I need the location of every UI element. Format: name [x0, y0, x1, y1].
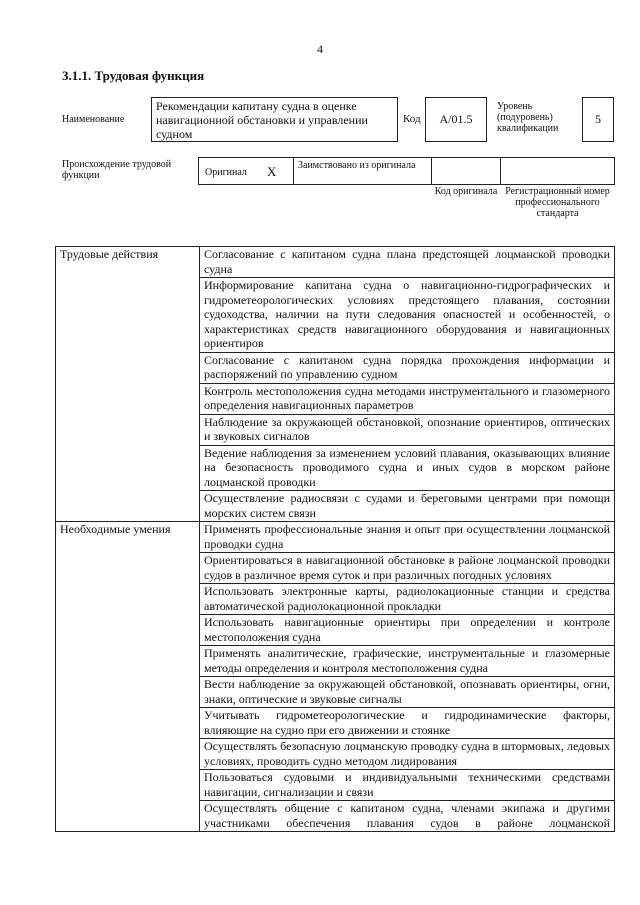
origin-table: [198, 157, 615, 185]
list-item: Информирование капитана судна о навигационно-гидрографических и гидрометеорологических условиях предстоящего плавания, состоянии судоходства, наличии на пути следования опасностей и особенностей, о характеристиках средств навигационного оборудования и навигационных ориентиров: [200, 278, 615, 353]
list-item: Вести наблюдение за окружающей обстановкой, опознавать ориентиры, огни, знаки, оптические и звуковые сигналы: [200, 677, 615, 708]
qualification-level-box: 5: [582, 97, 614, 142]
list-item: Согласование с капитаном судна порядка прохождения информации и распоряжений по управлению судном: [200, 352, 615, 383]
list-item: Наблюдение за окружающей обстановкой, опознание ориентиров, оптических и звуковых сигналов: [200, 414, 615, 445]
code-original-cell: [431, 157, 501, 185]
function-details-table: [55, 246, 615, 832]
borrowed-label: Заимствовано из оригинала: [298, 160, 416, 171]
list-item: Осуществлять безопасную лоцманскую проводку судна в штормовых, ледовых условиях, проводить судно методом лидирования: [200, 739, 615, 770]
name-label: Наименование: [62, 114, 125, 125]
list-item: Осуществление радиосвязи с судами и береговыми центрами при помощи морских систем связи: [200, 491, 615, 522]
list-item: Согласование с капитаном судна плана предстоящей лоцманской проводки судна: [200, 247, 615, 278]
function-code-box: A/01.5: [425, 97, 487, 142]
list-item: Применять аналитические, графические, инструментальные и глазомерные методы определения и контроля местоположения судна: [200, 646, 615, 677]
list-item: Применять профессиональные знания и опыт при осуществлении лоцманской проводки судна: [200, 522, 615, 553]
code-original-label: Код оригинала: [434, 186, 498, 197]
table-row: [56, 247, 615, 278]
level-label: Уровень (подуровень) квалификации: [497, 101, 559, 134]
origin-label: Происхождение трудовой функции: [62, 159, 172, 181]
section-title: Необходимые умения: [56, 522, 200, 832]
function-name-box: Рекомендации капитану судна в оценке навигационной обстановки и управлении судном: [151, 97, 398, 142]
table-row: [56, 522, 615, 553]
section-title: Трудовые действия: [56, 247, 200, 522]
list-item: Учитывать гидрометеорологические и гидродинамические факторы, влияющие на судно при его движении и стоянке: [200, 708, 615, 739]
reg-number-label: Регистрационный номер профессионального стандарта: [505, 186, 610, 219]
list-item: Ведение наблюдения за изменением условий плавания, оказывающих влияние на безопасность проводимого судна и иных судов в морском районе лоцманской проводки: [200, 445, 615, 491]
borrowed-cell: [293, 157, 432, 185]
code-label: Код: [403, 113, 421, 125]
list-item: Пользоваться судовыми и индивидуальными техническими средствами навигации, сигнализации и связи: [200, 770, 615, 801]
reg-number-cell: [500, 157, 615, 185]
page-number: 4: [317, 42, 323, 56]
list-item: Использовать электронные карты, радиолокационные станции и средства автоматической радиолокационной прокладки: [200, 584, 615, 615]
list-item: Ориентироваться в навигационной обстановке в районе лоцманской проводки судов в различное время суток и при различных погодных условиях: [200, 553, 615, 584]
list-item: Контроль местоположения судна методами инструментального и глазомерного определения навигационных параметров: [200, 383, 615, 414]
section-heading: 3.1.1. Трудовая функция: [62, 68, 205, 83]
original-mark: X: [267, 164, 277, 179]
original-cell: [198, 157, 294, 185]
original-label: Оригинал: [205, 167, 247, 178]
list-item: Использовать навигационные ориентиры при определении и контроле местоположения судна: [200, 615, 615, 646]
list-item: Осуществлять общение с капитаном судна, членами экипажа и другими участниками обеспечения плавания судов в районе лоцманской: [200, 801, 615, 832]
